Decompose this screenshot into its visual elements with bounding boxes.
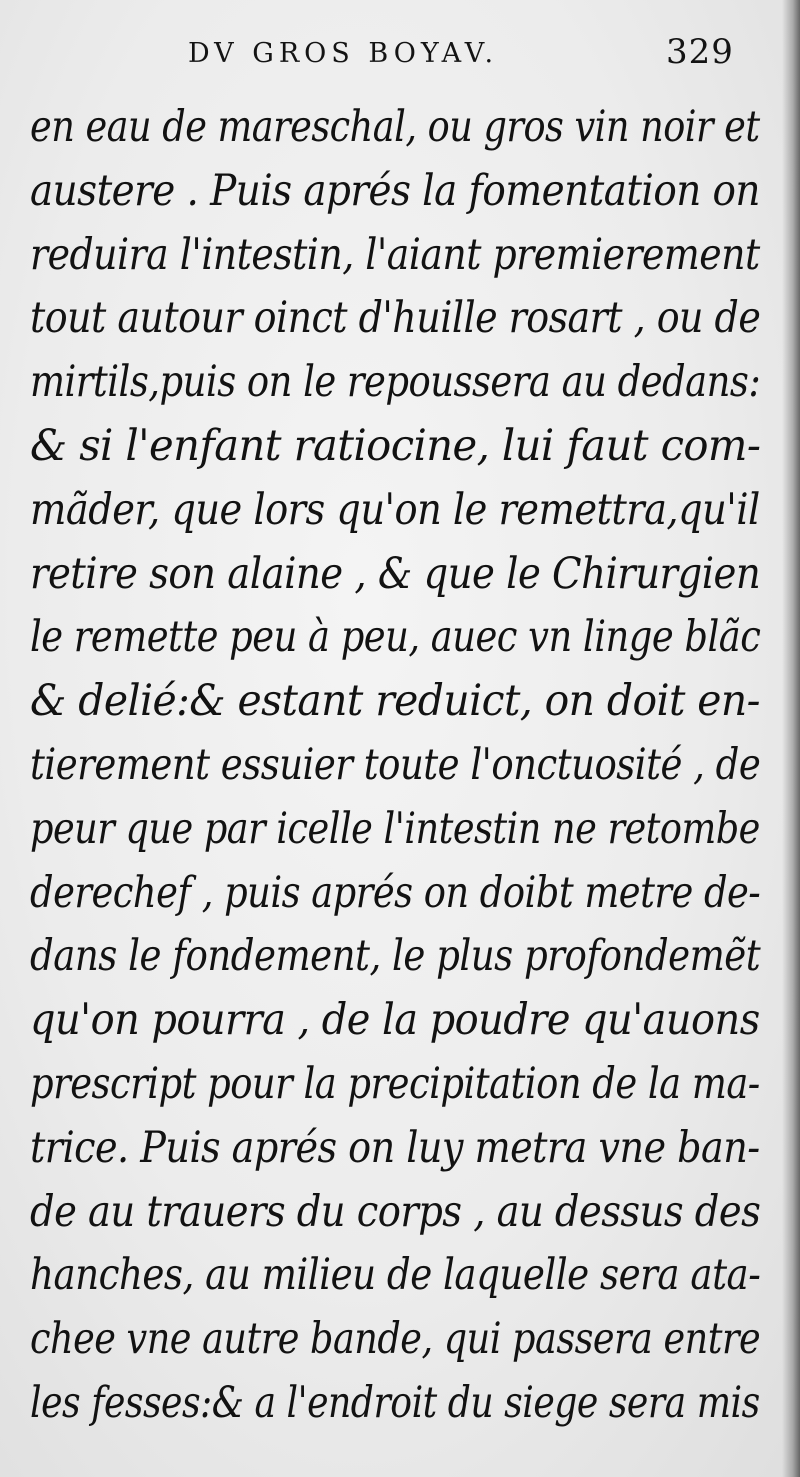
- body-text: [30, 96, 760, 1436]
- text-line: & delié:& estant reduict, on doit en-: [30, 676, 760, 727]
- text-line: de au trauers du corps , au dessus des: [30, 1186, 761, 1237]
- text-line: prescript pour la precipitation de la ma-: [30, 1058, 760, 1109]
- text-line: peur que par icelle l'intestin ne retombe: [30, 803, 760, 854]
- text-line: derechef , puis aprés on doibt metre de-: [30, 867, 761, 918]
- gutter-shadow: [782, 0, 800, 1477]
- text-line: qu'on pourra , de la poudre qu'auons: [30, 995, 760, 1046]
- text-line: en eau de mareschal, ou gros vin noir et: [30, 102, 760, 152]
- text-line: les fesses:& a l'endroit du siege sera mis: [30, 1377, 760, 1428]
- text-line: trice. Puis aprés on luy metra vne ban-: [30, 1122, 760, 1173]
- text-line: mãder, que lors qu'on le remettra,qu'il: [30, 484, 760, 535]
- running-head: [0, 30, 800, 90]
- text-line: dans le fondement, le plus profondemẽt: [30, 931, 761, 982]
- text-line: chee vne autre bande, qui passera entre: [30, 1314, 761, 1365]
- text-line: hanches, au milieu de laquelle sera ata-: [30, 1250, 761, 1301]
- text-line: austere . Puis aprés la fomentation on: [30, 165, 760, 216]
- running-head-title: DV GROS BOYAV.: [188, 38, 499, 69]
- text-line: tierement essuier toute l'onctuosité , de: [30, 739, 761, 790]
- text-line: retire son alaine , & que le Chirurgien: [30, 548, 761, 599]
- text-line: mirtils,puis on le repoussera au dedans:: [30, 357, 761, 408]
- text-line: tout autour oinct d'huille rosart , ou de: [30, 293, 761, 344]
- text-line: & si l'enfant ratiocine, lui faut com-: [30, 420, 761, 471]
- text-line: reduira l'intestin, l'aiant premierement: [30, 229, 760, 280]
- page-number: 329: [666, 32, 734, 72]
- text-line: le remette peu à peu, auec vn linge blãc: [30, 612, 761, 663]
